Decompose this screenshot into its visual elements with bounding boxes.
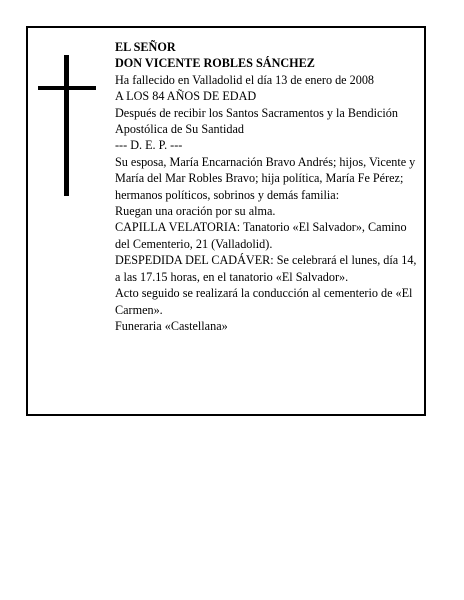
sacraments-line: Después de recibir los Santos Sacramentos y la Bendición Apostólica de Su Santidad xyxy=(115,105,398,137)
farewell-line: DESPEDIDA DEL CADÁVER: Se celebrará el lunes, día 14, a las 17.15 horas, en el tanatorio «El Salvador». xyxy=(115,253,417,284)
rip-line: --- D. E. P. --- xyxy=(115,138,183,153)
funeral-home-line: Funeraria «Castellana» xyxy=(115,318,228,333)
prayer-line: Ruegan una oración por su alma. xyxy=(115,204,276,219)
burial-line: Acto seguido se realizará la conducción al cementerio de «El Carmen». xyxy=(115,286,413,317)
chapel-line: CAPILLA VELATORIA: Tanatorio «El Salvador», Camino del Cementerio, 21 (Valladolid). xyxy=(115,220,407,251)
death-statement: Ha fallecido en Valladolid el día 13 de enero de 2008 xyxy=(115,72,375,87)
obituary-text xyxy=(115,39,420,334)
deceased-name: DON VICENTE ROBLES SÁNCHEZ xyxy=(115,56,315,71)
title-line-1: EL SEÑOR xyxy=(115,40,176,54)
family-line: Su esposa, María Encarnación Bravo Andrés; hijos, Vicente y María del Mar Robles Bravo; hija política, María Fe Pérez; hermanos políticos, sobrinos y demás familia: xyxy=(115,154,416,202)
age-line: A LOS 84 AÑOS DE EDAD xyxy=(115,89,257,104)
